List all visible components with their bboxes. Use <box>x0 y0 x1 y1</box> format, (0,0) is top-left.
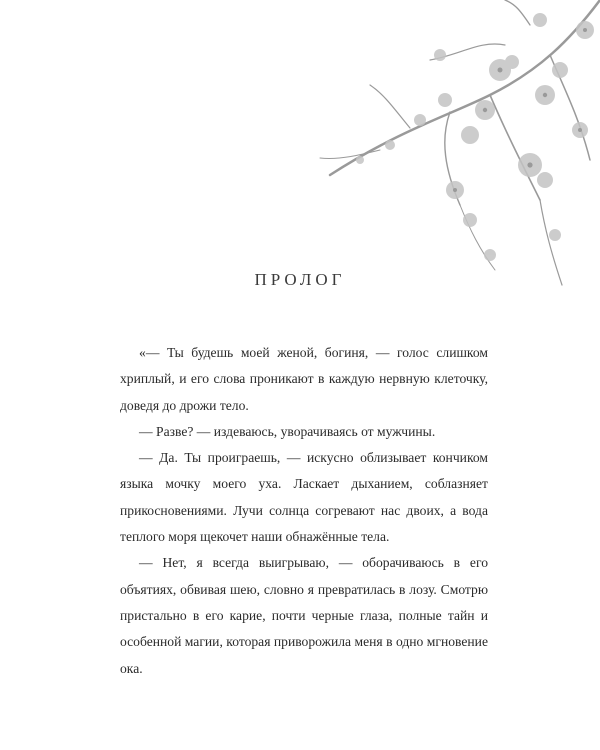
blossom-branch-icon <box>290 0 600 300</box>
paragraph: — Да. Ты проиграешь, — искусно облизывает кончиком языка мочку моего уха. Ласкает дыханием, соблазняет прикосновениями. Лучи солнца согревают нас двоих, а вода теплого моря щекочет наши обнажённые тела. <box>120 450 488 545</box>
paragraph: «— Ты будешь моей женой, богиня, — голос слишком хриплый, и его слова проникают в каждую нервную клеточку, доведя до дрожи тело. <box>120 345 488 413</box>
chapter-title: ПРОЛОГ <box>254 270 346 289</box>
paragraph: — Нет, я всегда выигрываю, — оборачиваюсь в его объятиях, обвивая шею, словно я превратилась в лозу. Смотрю пристально в его карие, почти черные глаза, полные тайн и особенной магии, которая приворожила меня в одно мгновение ока. <box>120 555 488 676</box>
chapter-body <box>120 340 488 682</box>
paragraph: — Разве? — издеваюсь, уворачиваясь от мужчины. <box>139 423 436 439</box>
